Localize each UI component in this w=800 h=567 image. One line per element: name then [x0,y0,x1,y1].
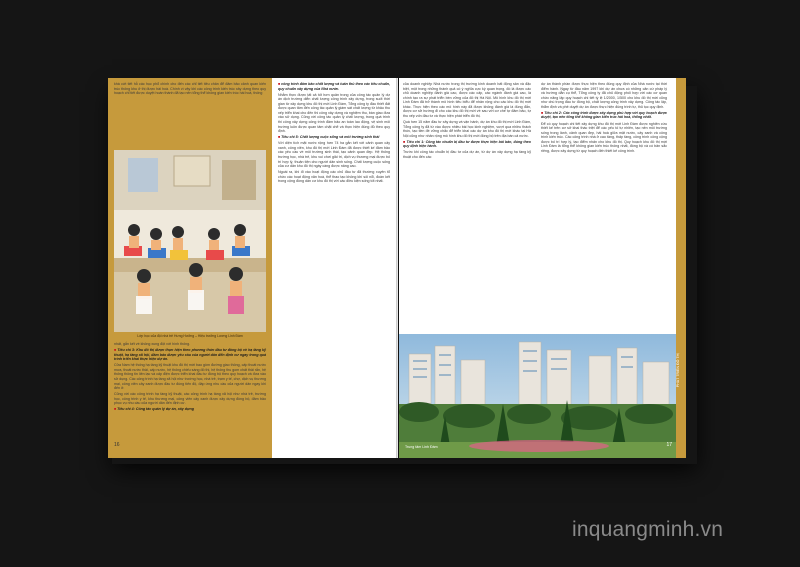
left-page-column-2 [278,82,390,185]
bullet-icon: ■ [403,139,407,144]
section-heading-text: Tiêu chí 5: Chất lượng cuộc sống và môi trường sinh thái [281,135,380,140]
section-heading [278,135,390,140]
body-paragraph: của doanh nghiệp Nhà nước trong thị trường kinh doanh bất động sản và đặc biệt, một trong những thành quả có ý nghĩa cực kỳ quan trọng, đó là được các chủ doanh nghiệp đánh giá cao, được các cấp, các ngành đánh giá cao, là chính tạo ra sự phát triển bền vững của đô thị Hà Nội. Mô hình khu đô thị mới Linh Đàm đã trở thành mô hình tiêu biểu để nhân rộng cho các khu đô thị mới khác. Thực hiện theo các mô hình này đã được không đánh giá là đúng đắn, được cơ sở hướng đi cho các khu đô thị mới về sau với cơ chế tự đảm bảo, tự thu xếp vốn đầu tư và thực hiện phát triển đô thị. [403,82,531,118]
side-tab-band [676,78,686,458]
body-paragraph: dự án thành phần được thực hiện theo đúng quy định của Nhà nước tại thời điểm hành. Ngay từ đầu năm 1997 khi dự án chưa có những căn cứ pháp lý và hướng dẫn cụ thể, Tổng công ty đã chủ động phối hợp với các cơ quan chức năng lập quy hoạch chi tiết tỷ lệ 1/2000, 1/500 cho khu đô thị mới cũng như chú trọng đầu tư đồng bộ, chất lượng công trình xây dựng. Công tác lập, thẩm định và phê duyệt dự án được thực hiện đúng trình tự, thủ tục quy định. [541,82,667,109]
bullet-icon: ■ [541,110,545,115]
section-heading-text: Tiêu chí 4: Công tác quản lý dự án, xây dựng [117,407,194,412]
right-page [399,78,686,458]
body-paragraph: Để có quy hoạch chi tiết xây dựng khu đô thị mới Linh Đàm được nghiên cứu thiết kế trên cơ sở khai thác triệt để các yếu tố tự nhiên, tạo nên môi trường sống trong lành, cảnh quan đẹp, hài hoà giữa mặt nước, cây xanh và công trình kiến trúc. Các công trình nhà ở cao tầng, thấp tầng, công trình công cộng được bố trí hợp lý, tạo điểm nhấn cho khu đô thị. Quy hoạch khu đô thị mới Linh Đàm là tổng thể không gian kiến trúc thống nhất, đồng bộ và có bản sắc riêng, được xây dựng từ quy hoạch đến thiết kế công trình. [541,121,667,153]
body-paragraph: Cửa Nam hệ thống hạ tầng kỹ thuật khu đô thị mới bao gồm đường giao thông, cấp thoát nước mưa, thoát nước thải, cấp nước, hệ thống chiếu sáng đô thị, hệ thống thu gom chất thải rắn, hệ thống thông tin liên lạc và cấp điện được triển khai đầu tư đồng bộ theo quy hoạch và đưa vào sử dụng. Các công trình hạ tầng xã hội như trường học, nhà trẻ, trạm y tế, chợ, dịch vụ thương mại, công viên cây xanh được đầu tư đúng tiến độ, đáp ứng nhu cầu của người dân ngay khi đến ở. [114,363,266,391]
body-paragraph: Nhằm thực được tất cả tốt hơn quản trong của công tác quản lý dự án dịch trường diễn chất lượng công trình xây dựng, trong suốt thời gian từ xây dựng khu đô thị mới Linh Đàm, Tổng công ty đầu thiết đất được quan tâm đến công tác quản lý giám sát chất lượng từ khâu thu xếp triển khai cho đến thi công xây dựng và nghiệm thu, bàn giao đưa vào sử dụng. Cũng với công tác quản lý chất lượng, trong quá trình thi công xây dựng công trình đảm bảo an toàn lao động, vệ sinh môi trường luôn được quan tâm chặt chẽ và thực hiện đúng đủ theo quy định. [278,92,390,134]
body-paragraph: khá cứt tiết hỗ các hục phổ chính cho đến các chỉ tiết tiêu chân để đảm bảo cảnh quan kiến trúc thống khu ở thị được hài hoà. Chính vì vậy khi các công trình kiến trúc xây dựng theo quy hoạch chỉ tiết được duyệt hoàn thành đã tạo nên tổng thể không gian kiến trúc hài hoà, thống [114,82,266,96]
left-page [108,78,398,458]
body-paragraph: Trước khi công tác chuẩn bị đầu tư của dự án, từ dự án xây dựng hạ tầng kỹ thuật cho đến các [403,150,531,159]
body-paragraph: nhất, gắn kết về không xung đột với hình thống. [114,342,191,346]
section-heading [403,140,531,149]
right-page-column-1 [403,82,531,161]
left-page-column-1-lower [114,342,266,414]
section-heading [278,82,390,91]
brand-watermark: inquangminh.vn [572,518,724,541]
classroom-photo-caption: Lớp học của đội nhà trẻ Hưng Hưởng – Hiệu trưởng Lương Linh Đàm [137,334,243,338]
body-paragraph: Với diện tích mặt nước rộng hơn 74 ha gắn kết với cảnh quan cây xanh, công viên, khu đô thị mới Linh Đàm đã được thiết kế đảm bảo các yêu cầu về môi trường sinh thái, tạo cảnh quan đẹp. Hệ thống trường học, nhà trẻ, khu vui chơi giải trí, dịch vụ thương mại được bố trí hợp lý, thuận tiện cho người dân sinh sống. Chất lượng cuộc sống của cư dân khu đô thị ngày càng được nâng cao. [278,141,390,169]
bullet-icon: ■ [114,348,118,353]
left-page-column-1 [114,82,266,97]
section-heading [114,348,266,362]
body-paragraph: Cũng với các công trình hạ tầng kỹ thuật, các công trình hạ tầng xã hội như nhà trẻ, trường học, công trình y tế, khu thương mại, công viên cây xanh được xây dựng đồng bộ, đảm bảo phục vụ nhu cầu của người dân đến định cư. [114,392,266,406]
bullet-icon: ■ [278,135,282,140]
section-heading-text: Tiêu chí 1: Công tác chuẩn bị đầu tư được thực hiện bài bản, đúng theo quy định hiện hành. [403,139,532,149]
urban-area-photo-caption: Trung tâm Linh Đàm [405,445,438,449]
body-paragraph: Quá hơn 15 năm đầu tư xây dựng và vận hành, dự án khu đô thị mới Linh Đàm, Tổng công ty đã từ vào được nhiều bài học kinh nghiệm, vượt qua nhiều thách thức, tạo tiền đề vững chắc để triển khai các dự án khu đô thị mới khác tại Hà Nội cũng như nhân rộng mô hình khu đô thị mới đồng bộ trên địa bàn cả nước. [403,119,531,138]
bullet-icon: ■ [278,82,282,86]
body-paragraph: Ngoài ra, khi đi vào hoạt động các chủ đầu tư đã thường xuyên tổ chức các hoạt động văn hoá, thể thao tạo không khí sôi nổi, đoàn kết trong cộng đồng dân cư khu đô thị với các điều kiện sống tốt nhất. [278,170,390,184]
bullet-icon: ■ [114,407,118,412]
section-heading-text: Tiêu chí 3: Khu đô thị được thực hiện theo phương thức đầu tư đồng bộ về hạ tầng kỹ thuật, hạ tầng xã hội, đảm bảo được yêu cầu của người dân đến định cư ngay trong quá trình triển khai thực hiện dự án. [114,348,266,362]
section-heading-text: công trình đảm bảo chất lượng và tuân thủ theo các tiêu chuẩn, quy chuẩn xây dựng của Nhà nước. [278,82,390,91]
page-number-right: 17 [666,442,672,448]
classroom-photo [114,150,266,332]
side-tab-label: PHÁT TRIỂN ĐÔ THỊ [676,352,680,388]
right-page-column-2 [541,82,667,155]
section-heading-text: Tiêu chí 2: Các công trình được xây dựng phù hợp với quy hoạch được duyệt, tạo nên tổng thể không gian kiến trúc hài hoà, thống nhất. [541,110,667,120]
page-number-left: 16 [114,442,120,448]
urban-area-photo [399,334,676,458]
section-heading [114,407,266,412]
section-heading [541,111,667,120]
